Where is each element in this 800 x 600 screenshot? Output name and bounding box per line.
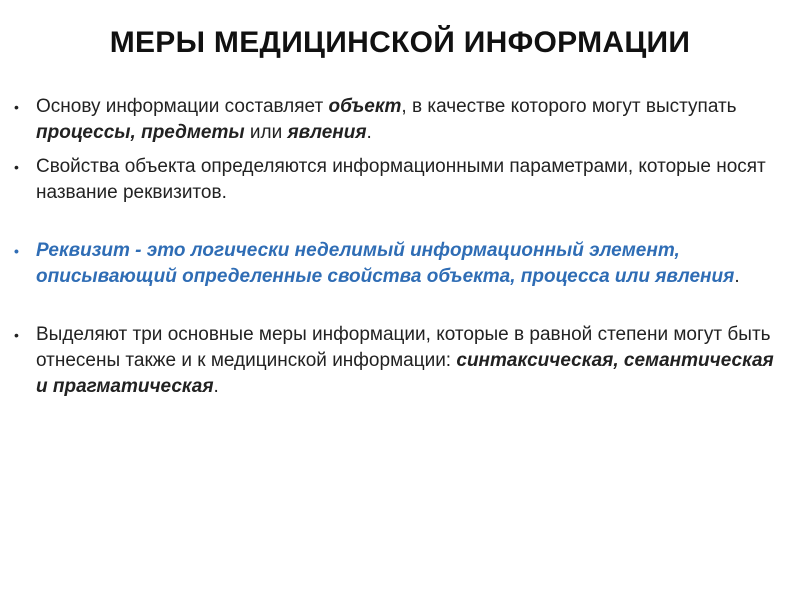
bullet-item-requisite-definition	[14, 238, 784, 290]
item-text: Выделяют три основные меры информации, которые в равной степени могут быть отнесены также и к медицинской информации:	[36, 324, 771, 371]
bullet-icon: •	[14, 159, 19, 175]
bullet-icon: •	[14, 99, 19, 115]
item-text: .	[213, 376, 219, 397]
term-object: объект	[328, 96, 402, 117]
item-text: Основу информации составляет	[36, 96, 329, 117]
item-text: Свойства объекта определяются информационными параметрами, которые носят название реквизитов.	[36, 156, 766, 203]
slide-title: МЕРЫ МЕДИЦИНСКОЙ ИНФОРМАЦИИ	[109, 26, 691, 59]
term-processes-items: процессы, предметы	[36, 122, 245, 143]
bullet-item-properties	[14, 154, 784, 206]
item-text: или	[244, 122, 288, 143]
item-text: , в качестве которого могут выступать	[401, 96, 737, 117]
bullet-item-measures	[14, 322, 784, 400]
bullet-icon: •	[14, 327, 19, 343]
term-phenomena: явления	[287, 122, 367, 143]
item-text: .	[734, 266, 740, 287]
bullet-icon: •	[14, 243, 19, 259]
definition-text: Реквизит - это логически неделимый информационный элемент, описывающий определенные свойства объекта, процесса или явления	[36, 240, 735, 287]
bullet-list	[14, 94, 784, 400]
term-measures: синтаксическая, семантическая и прагматическая	[36, 350, 774, 397]
bullet-item-object	[14, 94, 784, 146]
item-text: .	[366, 122, 372, 143]
